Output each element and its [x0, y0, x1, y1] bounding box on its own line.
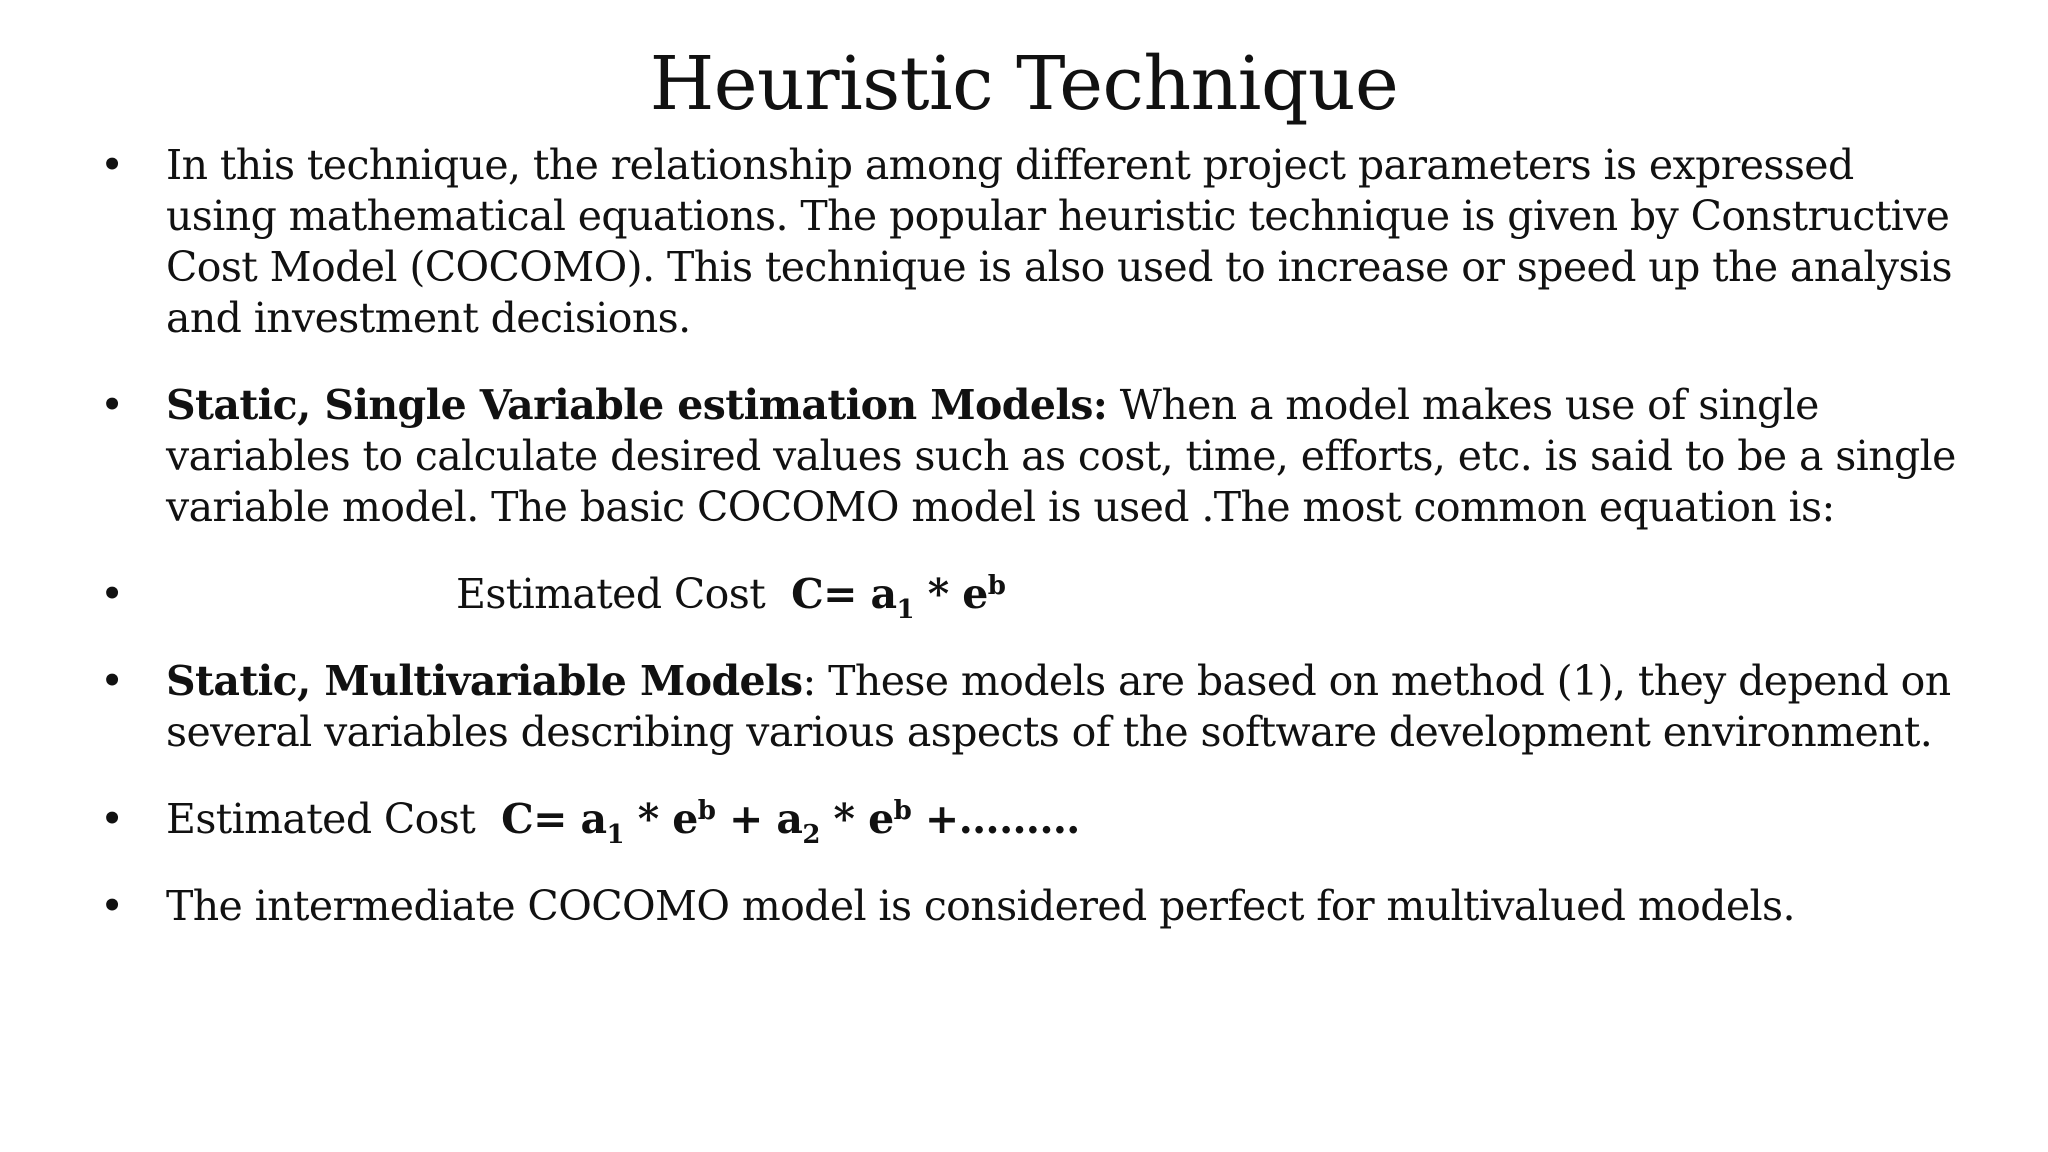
bullet-item-multi-equation — [100, 794, 1960, 850]
eq-part: C= a — [791, 570, 897, 618]
bullet-item-single-variable — [100, 380, 1960, 533]
bullet-text: The intermediate COCOMO model is considered perfect for multivalued models. — [166, 882, 1795, 930]
bullet-marker: • — [100, 570, 124, 618]
eq-part: C= a — [501, 795, 607, 843]
equation-line — [166, 569, 1960, 625]
bullet-body: When a model makes use of single variables to calculate desired values such as cost, time, efforts, etc. is said to be a single variable model. The basic COCOMO model is used .The most common equation is: — [166, 381, 1956, 531]
eq-part: +……… — [911, 795, 1080, 843]
eq-subscript: 1 — [896, 595, 915, 625]
slide-body — [100, 140, 1960, 932]
slide-title: Heuristic Technique — [649, 41, 1399, 127]
bullet-item-heuristic-intro — [100, 140, 1960, 344]
bold-heading: Static, Single Variable estimation Models: — [166, 381, 1108, 429]
bold-heading: Static, Multivariable Models — [166, 657, 803, 705]
eq-subscript: 1 — [606, 820, 625, 850]
bullet-text — [166, 380, 1960, 533]
bullet-marker: • — [100, 381, 124, 429]
bullet-marker: • — [100, 795, 124, 843]
eq-part: + a — [715, 795, 803, 843]
eq-part: * e — [819, 795, 894, 843]
bullet-item-multivariable — [100, 656, 1960, 758]
bullet-marker: • — [100, 882, 124, 930]
eq-part: * e — [914, 570, 988, 618]
eq-superscript: b — [987, 571, 1006, 601]
eq-superscript: b — [893, 796, 912, 826]
equation-line — [166, 794, 1960, 850]
bullet-body: : These models are based on method (1), they depend on several variables describing various aspects of the software development environment. — [166, 657, 1951, 756]
equation-label: Estimated Cost — [456, 570, 766, 618]
bullet-item-single-equation — [100, 569, 1960, 625]
eq-part: * e — [624, 795, 698, 843]
eq-superscript: b — [697, 796, 716, 826]
bullet-text — [166, 656, 1960, 758]
equation-formula — [791, 570, 1006, 625]
equation-formula — [501, 795, 1080, 850]
eq-subscript: 2 — [802, 820, 820, 850]
bullet-marker: • — [100, 141, 124, 189]
bullet-marker: • — [100, 657, 124, 705]
bullet-text: In this technique, the relationship among different project parameters is expressed using mathematical equations. The popular heuristic technique is given by Constructive Cost Model (COCOMO). This technique is also used to increase or speed up the analysis and investment decisions. — [166, 141, 1952, 342]
equation-label: Estimated Cost — [166, 795, 476, 843]
bullet-item-intermediate-cocomo — [100, 881, 1960, 932]
